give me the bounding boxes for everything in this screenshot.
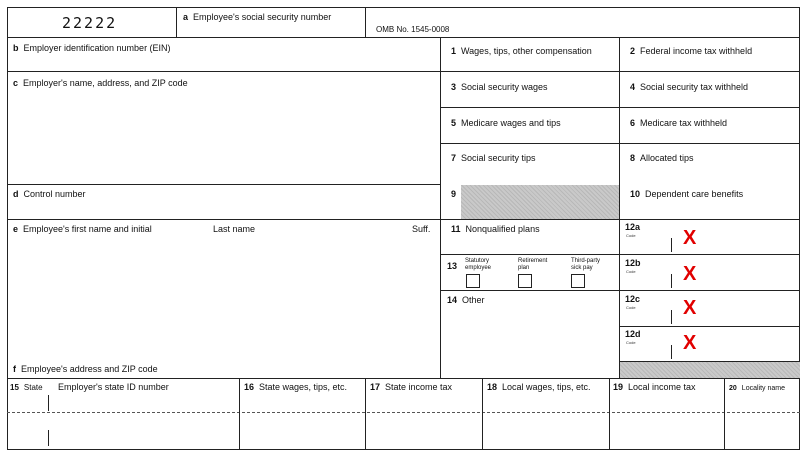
- box-10-label: 10 Dependent care benefits: [630, 189, 744, 199]
- divider: [619, 361, 800, 362]
- box-14-label: 14 Other: [447, 295, 485, 305]
- statutory-employee-label: Statutory employee: [465, 258, 492, 271]
- code-vertical-label: Code: [626, 340, 636, 345]
- box-a-label: a Employee's social security number: [183, 12, 332, 22]
- divider: [440, 254, 800, 255]
- box-d-label: d Control number: [13, 189, 86, 199]
- divider: [440, 107, 800, 108]
- box-6-label: 6 Medicare tax withheld: [630, 118, 728, 128]
- box-17-label: 17 State income tax: [370, 382, 453, 392]
- x-mark-12c: X: [683, 297, 697, 319]
- divider: [619, 290, 800, 291]
- box-e-first: e Employee's first name and initial: [13, 224, 152, 234]
- box-12a-label: 12a: [625, 222, 641, 232]
- statutory-employee-checkbox[interactable]: [466, 274, 480, 288]
- box-c-label: c Employer's name, address, and ZIP code: [13, 78, 188, 88]
- divider: [482, 378, 483, 450]
- code-vertical-label: Code: [626, 305, 636, 310]
- box-12c-label: 12c: [625, 294, 641, 304]
- divider: [619, 326, 800, 327]
- box-16-label: 16 State wages, tips, etc.: [244, 382, 348, 392]
- box-15-id-label: Employer's state ID number: [58, 382, 169, 392]
- box-15-label: 15 State: [10, 383, 43, 392]
- box-12d-label: 12d: [625, 329, 641, 339]
- retirement-plan-label: Retirement plan: [518, 258, 548, 271]
- divider: [440, 37, 441, 378]
- divider: [365, 378, 366, 450]
- divider: [7, 412, 800, 413]
- box-12-shaded: [620, 362, 800, 378]
- box-4-label: 4 Social security tax withheld: [630, 82, 749, 92]
- box-13-number: 13: [447, 261, 458, 271]
- box-7-label: 7 Social security tips: [451, 153, 536, 163]
- box-18-label: 18 Local wages, tips, etc.: [487, 382, 591, 392]
- code-vertical-label: Code: [626, 233, 636, 238]
- box-b-label: b Employer identification number (EIN): [13, 43, 171, 53]
- divider: [7, 219, 800, 220]
- code-divider: [671, 345, 672, 359]
- x-mark-12d: X: [683, 332, 697, 354]
- box-2-label: 2 Federal income tax withheld: [630, 46, 753, 56]
- code-divider: [671, 274, 672, 288]
- divider: [239, 378, 240, 450]
- box-11-label: 11 Nonqualified plans: [451, 224, 540, 234]
- divider: [724, 378, 725, 450]
- box-5-label: 5 Medicare wages and tips: [451, 118, 561, 128]
- box-f-label: f Employee's address and ZIP code: [13, 364, 158, 374]
- third-party-sick-pay-label: Third-party sick pay: [571, 258, 601, 271]
- divider: [440, 290, 620, 291]
- box-20-label: 20 Locality name: [729, 385, 785, 392]
- code-divider: [671, 310, 672, 324]
- box-3-label: 3 Social security wages: [451, 82, 548, 92]
- retirement-plan-checkbox[interactable]: [518, 274, 532, 288]
- divider: [7, 184, 440, 185]
- void-code: 22222: [62, 14, 118, 32]
- divider: [7, 37, 800, 38]
- box-e-suff: Suff.: [412, 224, 431, 234]
- box-12b-label: 12b: [625, 258, 641, 268]
- x-mark-12a: X: [683, 227, 697, 249]
- box-1-label: 1 Wages, tips, other compensation: [451, 46, 592, 56]
- box-e-last: Last name: [213, 224, 256, 234]
- box-19-label: 19 Local income tax: [613, 382, 696, 392]
- box-9-label: 9: [451, 189, 457, 199]
- state-separator: [48, 430, 49, 446]
- state-separator: [48, 395, 49, 411]
- divider: [440, 143, 800, 144]
- divider: [609, 378, 610, 450]
- code-divider: [671, 238, 672, 252]
- box-8-label: 8 Allocated tips: [630, 153, 694, 163]
- third-party-sick-pay-checkbox[interactable]: [571, 274, 585, 288]
- box-9-shaded: [461, 185, 619, 219]
- divider: [7, 378, 800, 379]
- divider: [440, 71, 800, 72]
- omb-number: OMB No. 1545-0008: [376, 25, 450, 34]
- code-vertical-label: Code: [626, 269, 636, 274]
- divider: [7, 71, 440, 72]
- x-mark-12b: X: [683, 263, 697, 285]
